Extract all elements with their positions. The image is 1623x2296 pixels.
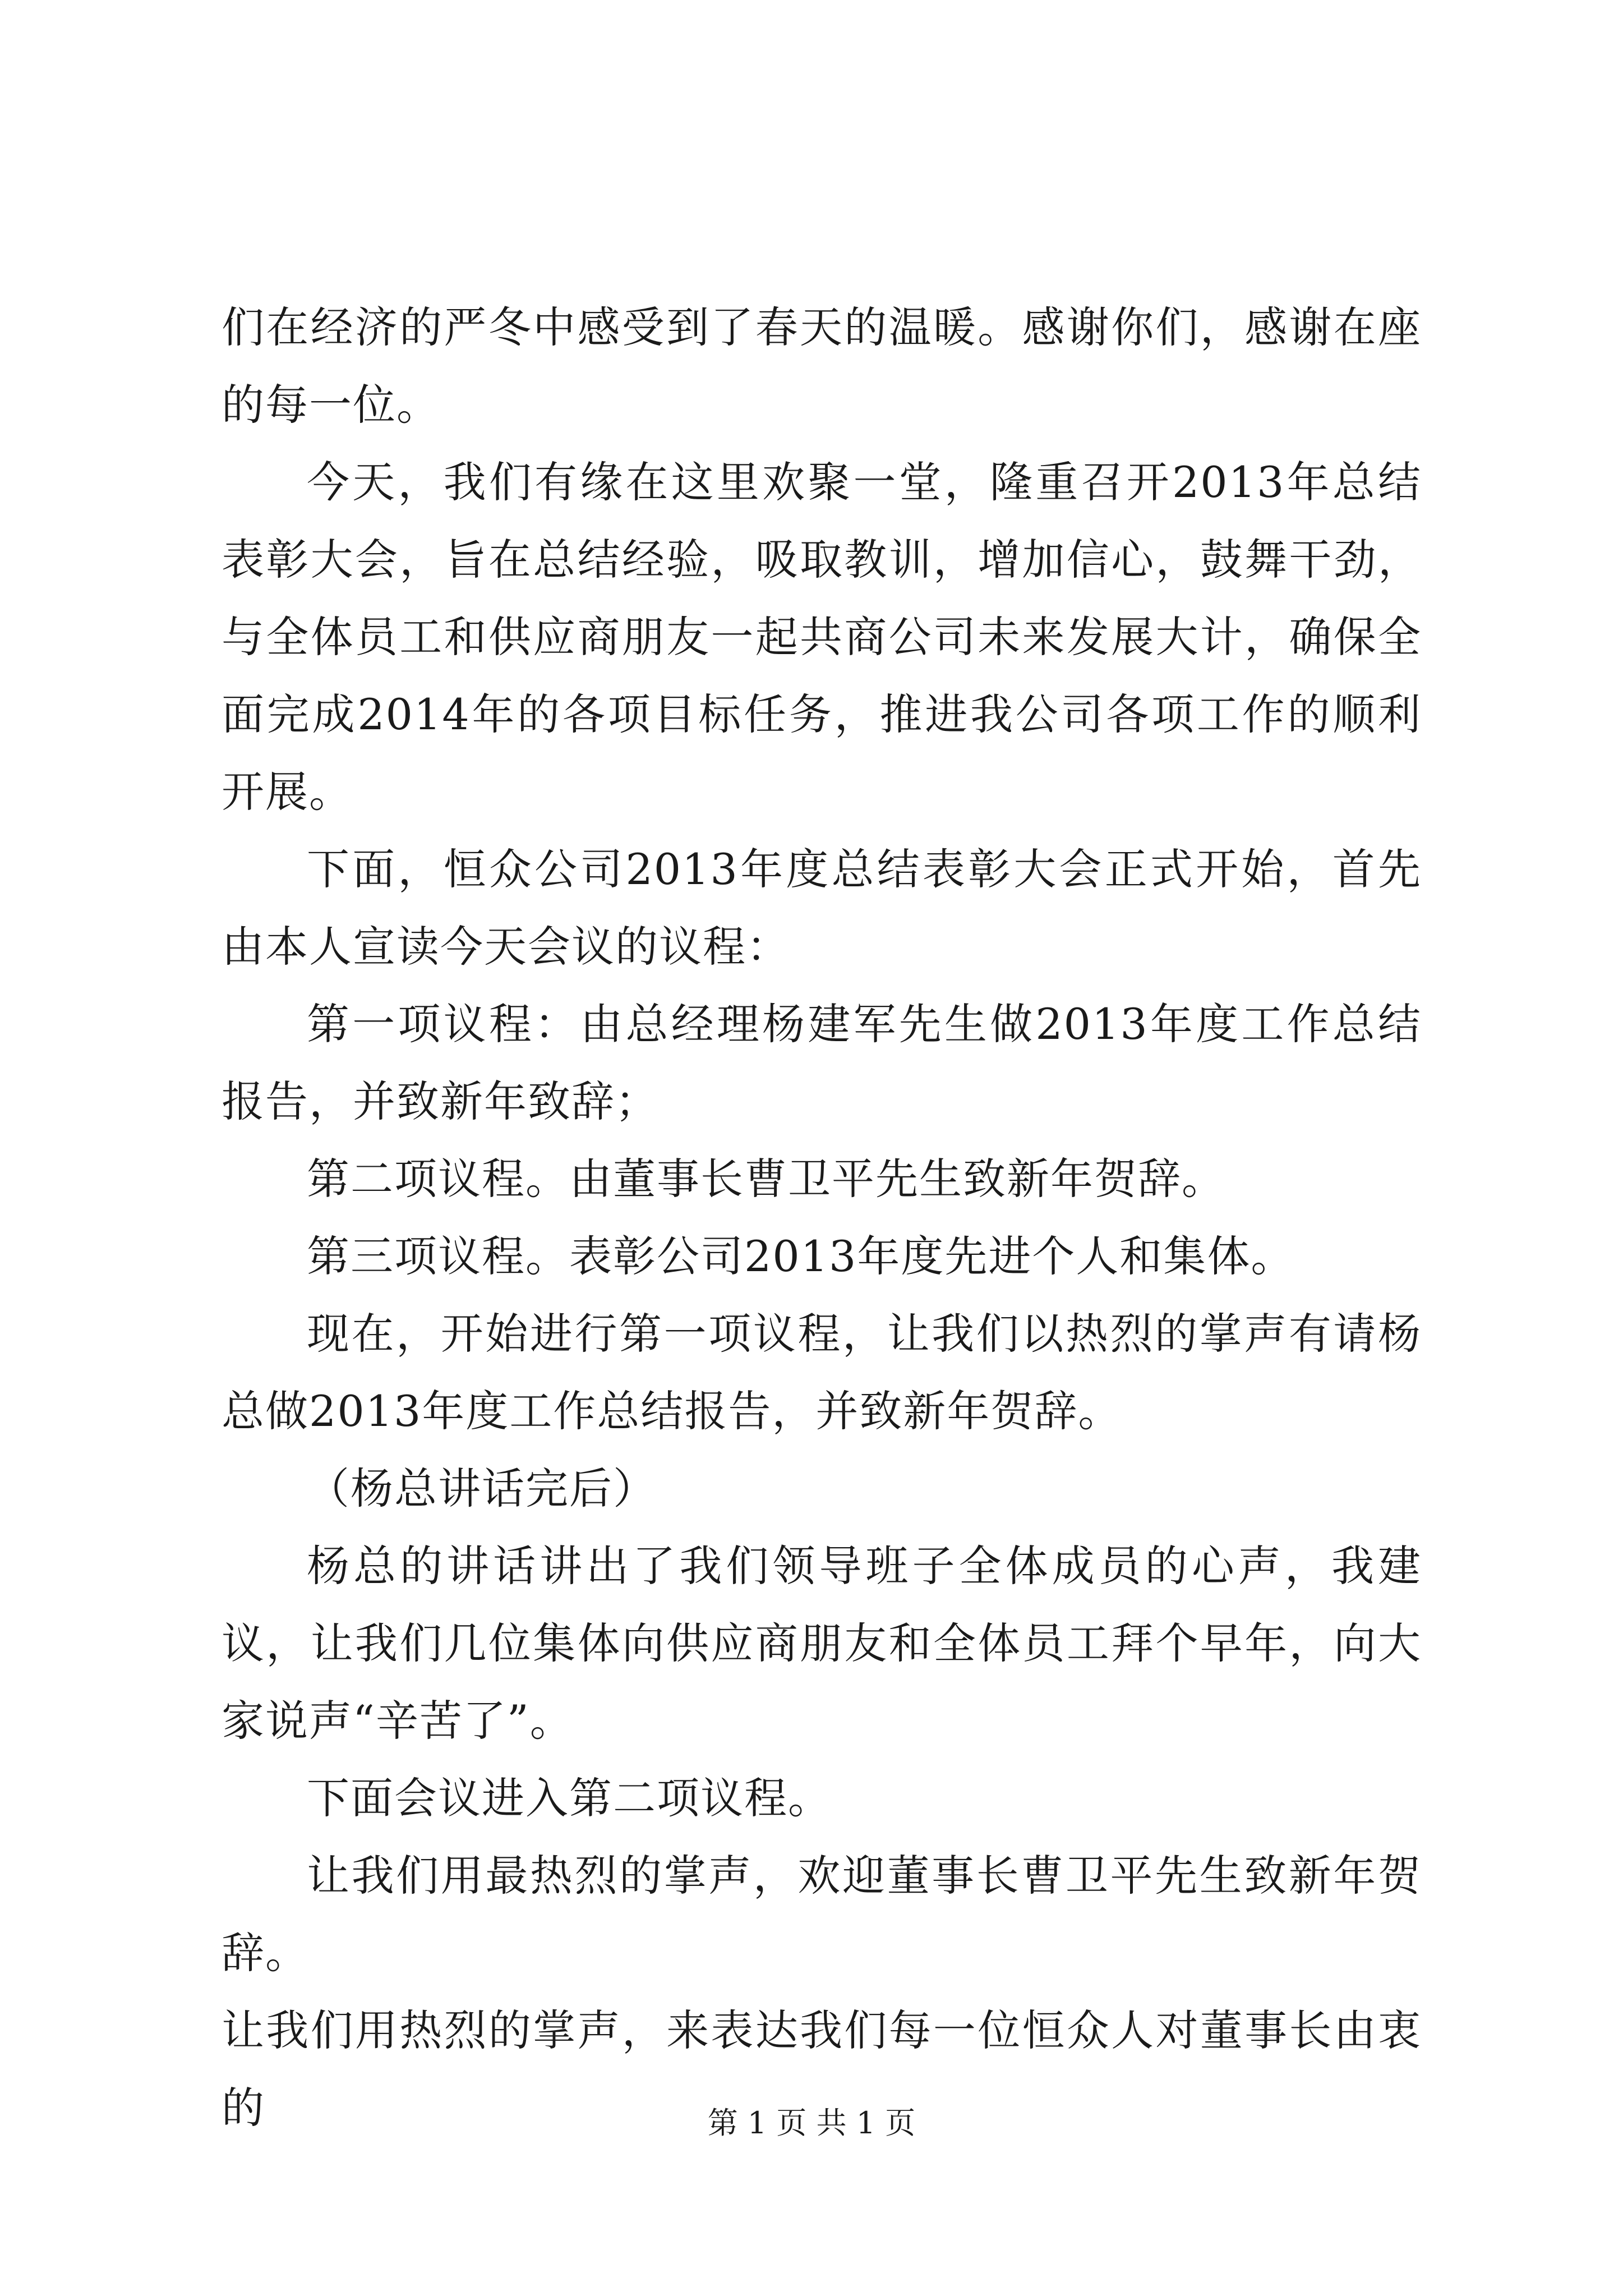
paragraph: 第一项议程：由总经理杨建军先生做2013年度工作总结报告，并致新年致辞； bbox=[222, 999, 1422, 1126]
document-body bbox=[222, 289, 1422, 2147]
paragraph: 下面会议进入第二项议程。 bbox=[307, 1773, 832, 1823]
paragraph: 下面，恒众公司2013年度总结表彰大会正式开始，首先由本人宣读今天会议的议程： bbox=[222, 844, 1422, 972]
paragraph: 们在经济的严冬中感受到了春天的温暖。感谢你们，感谢在座的每一位。 bbox=[222, 302, 1422, 430]
paragraph: 今天，我们有缘在这里欢聚一堂，隆重召开2013年总结表彰大会，旨在总结经验，吸取教训，增加信心，鼓舞干劲，与全体员工和供应商朋友一起共商公司未来发展大计，确保全面完成2014年的各项目标任务，推进我公司各项工作的顺利开展。 bbox=[222, 457, 1422, 817]
paragraph: 让我们用热烈的掌声，来表达我们每一位恒众人对董事长由衷的 bbox=[222, 2005, 1422, 2133]
page-footer bbox=[0, 2104, 1623, 2143]
paragraph: 现在，开始进行第一项议程，让我们以热烈的掌声有请杨总做2013年度工作总结报告，并致新年贺辞。 bbox=[222, 1309, 1422, 1436]
paragraph: 第二项议程。由董事长曹卫平先生致新年贺辞。 bbox=[307, 1154, 1225, 1204]
paragraph: 第三项议程。表彰公司2013年度先进个人和集体。 bbox=[307, 1231, 1295, 1281]
paragraph: （杨总讲话完后） bbox=[307, 1464, 657, 1513]
paragraph: 杨总的讲话讲出了我们领导班子全体成员的心声，我建议，让我们几位集体向供应商朋友和全体员工拜个早年，向大家说声“辛苦了”。 bbox=[222, 1541, 1422, 1746]
page-number-label: 第 1 页 共 1 页 bbox=[707, 2105, 916, 2141]
paragraph: 让我们用最热烈的掌声，欢迎董事长曹卫平先生致新年贺辞。 bbox=[222, 1851, 1422, 1978]
